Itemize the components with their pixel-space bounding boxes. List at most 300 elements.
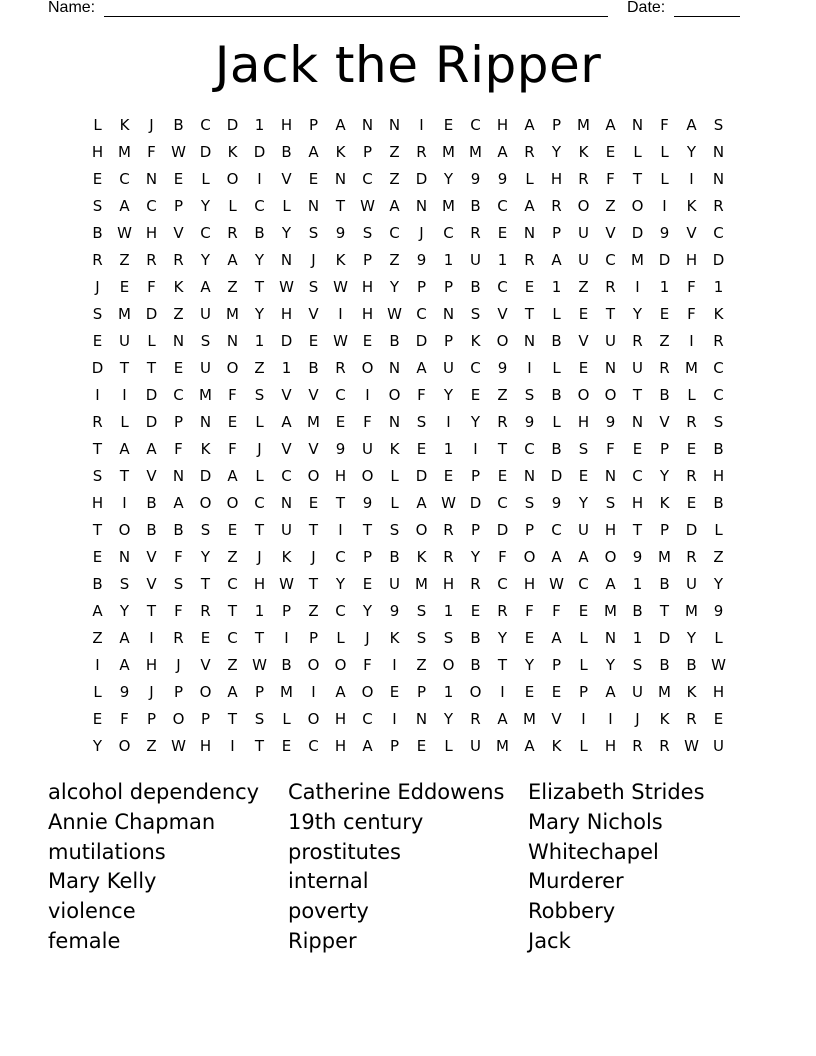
grid-letter[interactable]: R (686, 710, 697, 728)
grid-letter[interactable]: S (92, 467, 103, 485)
grid-letter[interactable]: Z (227, 656, 238, 674)
grid-letter[interactable]: W (252, 656, 267, 674)
grid-letter[interactable]: O (604, 548, 617, 566)
grid-letter[interactable]: V (686, 224, 697, 242)
grid-letter[interactable]: E (173, 359, 184, 377)
grid-letter[interactable]: I (122, 494, 127, 512)
grid-letter[interactable]: Y (686, 143, 697, 161)
grid-letter[interactable]: E (443, 116, 454, 134)
grid-letter[interactable]: T (254, 521, 265, 539)
grid-letter[interactable]: A (308, 143, 319, 161)
grid-letter[interactable]: I (230, 737, 235, 755)
grid-letter[interactable]: I (338, 305, 343, 323)
grid-letter[interactable]: E (308, 170, 319, 188)
grid-letter[interactable]: 9 (362, 494, 373, 512)
grid-letter[interactable]: Y (686, 629, 697, 647)
grid-letter[interactable]: O (577, 386, 590, 404)
grid-letter[interactable]: N (388, 359, 401, 377)
grid-letter[interactable]: L (660, 170, 669, 188)
grid-letter[interactable]: C (632, 467, 643, 485)
grid-letter[interactable]: D (685, 521, 698, 539)
grid-letter[interactable]: M (280, 683, 293, 701)
grid-letter[interactable]: C (713, 224, 724, 242)
grid-letter[interactable]: Y (200, 197, 211, 215)
grid-letter[interactable]: I (473, 440, 478, 458)
grid-letter[interactable]: C (254, 494, 265, 512)
grid-letter[interactable]: C (281, 467, 292, 485)
grid-letter[interactable]: O (226, 170, 239, 188)
grid-letter[interactable]: P (146, 710, 157, 728)
grid-letter[interactable]: C (335, 602, 346, 620)
grid-letter[interactable]: 9 (497, 359, 508, 377)
grid-letter[interactable]: U (389, 575, 400, 593)
grid-letter[interactable]: O (442, 656, 455, 674)
grid-letter[interactable]: H (604, 737, 617, 755)
grid-letter[interactable]: A (362, 737, 373, 755)
grid-letter[interactable]: E (119, 278, 130, 296)
grid-letter[interactable]: U (362, 440, 373, 458)
grid-letter[interactable]: B (146, 494, 157, 512)
grid-letter[interactable]: R (227, 224, 238, 242)
grid-letter[interactable]: I (689, 332, 694, 350)
grid-letter[interactable]: R (470, 710, 481, 728)
grid-letter[interactable]: Y (497, 629, 508, 647)
grid-letter[interactable]: H (685, 251, 698, 269)
grid-letter[interactable]: O (199, 494, 212, 512)
grid-letter[interactable]: Y (713, 575, 724, 593)
grid-letter[interactable]: J (149, 116, 154, 134)
grid-letter[interactable]: E (524, 629, 535, 647)
grid-letter[interactable]: V (308, 386, 319, 404)
grid-letter[interactable]: D (91, 359, 104, 377)
grid-letter[interactable]: O (388, 386, 401, 404)
grid-letter[interactable]: T (335, 197, 346, 215)
grid-letter[interactable]: U (632, 359, 643, 377)
grid-letter[interactable]: U (578, 224, 589, 242)
grid-letter[interactable]: T (146, 359, 157, 377)
grid-letter[interactable]: V (659, 413, 670, 431)
grid-letter[interactable]: J (149, 683, 154, 701)
grid-letter[interactable]: C (335, 386, 346, 404)
grid-letter[interactable]: U (200, 359, 211, 377)
grid-letter[interactable]: V (173, 224, 184, 242)
grid-letter[interactable]: H (334, 467, 347, 485)
grid-letter[interactable]: T (362, 521, 373, 539)
grid-letter[interactable]: Y (578, 494, 589, 512)
grid-letter[interactable]: M (442, 197, 455, 215)
grid-letter[interactable]: S (254, 386, 265, 404)
grid-letter[interactable]: J (365, 629, 370, 647)
grid-letter[interactable]: K (659, 710, 670, 728)
grid-letter[interactable]: B (659, 575, 670, 593)
grid-letter[interactable]: H (253, 575, 266, 593)
grid-letter[interactable]: I (581, 710, 586, 728)
grid-letter[interactable]: U (578, 251, 589, 269)
grid-letter[interactable]: 1 (443, 251, 454, 269)
grid-letter[interactable]: I (257, 170, 262, 188)
grid-letter[interactable]: W (711, 656, 726, 674)
grid-letter[interactable]: T (92, 440, 103, 458)
grid-letter[interactable]: 1 (632, 629, 643, 647)
grid-letter[interactable]: H (280, 305, 293, 323)
grid-letter[interactable]: H (523, 575, 536, 593)
grid-letter[interactable]: 1 (713, 278, 724, 296)
grid-letter[interactable]: P (659, 440, 670, 458)
grid-letter[interactable]: J (311, 251, 316, 269)
grid-letter[interactable]: C (119, 170, 130, 188)
grid-letter[interactable]: 9 (632, 548, 643, 566)
grid-letter[interactable]: N (604, 359, 617, 377)
grid-letter[interactable]: E (497, 467, 508, 485)
grid-letter[interactable]: Y (119, 602, 130, 620)
grid-letter[interactable]: L (444, 737, 453, 755)
grid-letter[interactable]: L (552, 305, 561, 323)
grid-letter[interactable]: C (227, 629, 238, 647)
grid-letter[interactable]: H (577, 413, 590, 431)
grid-letter[interactable]: 9 (335, 224, 346, 242)
grid-letter[interactable]: O (118, 737, 131, 755)
grid-letter[interactable]: N (415, 197, 428, 215)
grid-letter[interactable]: D (415, 332, 428, 350)
grid-letter[interactable]: L (525, 170, 534, 188)
grid-letter[interactable]: L (687, 386, 696, 404)
grid-letter[interactable]: Y (281, 224, 292, 242)
grid-letter[interactable]: L (336, 629, 345, 647)
grid-letter[interactable]: I (95, 656, 100, 674)
grid-letter[interactable]: H (712, 467, 725, 485)
grid-letter[interactable]: A (551, 251, 562, 269)
grid-letter[interactable]: S (200, 521, 211, 539)
grid-letter[interactable]: A (416, 494, 427, 512)
grid-letter[interactable]: R (686, 413, 697, 431)
grid-letter[interactable]: C (335, 548, 346, 566)
grid-letter[interactable]: T (227, 710, 238, 728)
grid-letter[interactable]: A (335, 116, 346, 134)
grid-letter[interactable]: H (91, 143, 104, 161)
grid-letter[interactable]: B (551, 386, 562, 404)
grid-letter[interactable]: F (498, 548, 507, 566)
grid-letter[interactable]: S (578, 440, 589, 458)
grid-letter[interactable]: L (579, 656, 588, 674)
grid-letter[interactable]: B (470, 656, 481, 674)
grid-letter[interactable]: C (227, 575, 238, 593)
grid-letter[interactable]: I (527, 359, 532, 377)
grid-letter[interactable]: U (470, 251, 481, 269)
grid-letter[interactable]: D (496, 521, 509, 539)
grid-letter[interactable]: T (146, 602, 157, 620)
grid-letter[interactable]: 1 (443, 440, 454, 458)
grid-letter[interactable]: O (577, 197, 590, 215)
grid-letter[interactable]: A (227, 251, 238, 269)
grid-letter[interactable]: B (659, 386, 670, 404)
grid-letter[interactable]: S (416, 413, 427, 431)
grid-letter[interactable]: I (392, 710, 397, 728)
grid-letter[interactable]: O (199, 683, 212, 701)
grid-letter[interactable]: V (146, 548, 157, 566)
grid-letter[interactable]: Y (659, 467, 670, 485)
grid-letter[interactable]: N (199, 413, 212, 431)
grid-letter[interactable]: B (551, 332, 562, 350)
grid-letter[interactable]: Y (470, 413, 481, 431)
grid-letter[interactable]: R (335, 359, 346, 377)
grid-letter[interactable]: P (308, 116, 319, 134)
grid-letter[interactable]: 1 (659, 278, 670, 296)
grid-letter[interactable]: U (119, 332, 130, 350)
grid-letter[interactable]: C (389, 224, 400, 242)
grid-letter[interactable]: T (254, 278, 265, 296)
grid-letter[interactable]: K (119, 116, 130, 134)
grid-letter[interactable]: P (173, 197, 184, 215)
grid-letter[interactable]: D (658, 251, 671, 269)
grid-letter[interactable]: O (307, 656, 320, 674)
grid-letter[interactable]: Z (659, 332, 670, 350)
grid-letter[interactable]: P (470, 521, 481, 539)
grid-letter[interactable]: P (551, 656, 562, 674)
grid-letter[interactable]: B (713, 494, 724, 512)
grid-letter[interactable]: O (415, 521, 428, 539)
grid-letter[interactable]: Z (416, 656, 427, 674)
grid-letter[interactable]: Z (146, 737, 157, 755)
grid-letter[interactable]: Y (443, 386, 454, 404)
grid-letter[interactable]: H (442, 575, 455, 593)
grid-letter[interactable]: L (255, 413, 264, 431)
grid-letter[interactable]: R (146, 251, 157, 269)
grid-letter[interactable]: 9 (497, 170, 508, 188)
grid-letter[interactable]: U (713, 737, 724, 755)
grid-letter[interactable]: Y (335, 575, 346, 593)
grid-letter[interactable]: R (632, 737, 643, 755)
grid-letter[interactable]: L (660, 143, 669, 161)
grid-letter[interactable]: P (281, 602, 292, 620)
grid-letter[interactable]: E (416, 737, 427, 755)
grid-letter[interactable]: R (632, 332, 643, 350)
grid-letter[interactable]: W (279, 278, 294, 296)
grid-letter[interactable]: S (524, 386, 535, 404)
grid-letter[interactable]: O (361, 359, 374, 377)
grid-letter[interactable]: R (551, 197, 562, 215)
grid-letter[interactable]: R (659, 359, 670, 377)
grid-letter[interactable]: V (551, 710, 562, 728)
grid-letter[interactable]: A (119, 629, 130, 647)
grid-letter[interactable]: N (415, 710, 428, 728)
grid-letter[interactable]: A (524, 116, 535, 134)
grid-letter[interactable]: D (550, 467, 563, 485)
grid-letter[interactable]: U (605, 332, 616, 350)
grid-letter[interactable]: E (632, 440, 643, 458)
grid-letter[interactable]: T (308, 575, 319, 593)
grid-letter[interactable]: K (335, 143, 346, 161)
grid-letter[interactable]: U (686, 575, 697, 593)
grid-letter[interactable]: E (92, 332, 103, 350)
grid-letter[interactable]: O (523, 548, 536, 566)
grid-letter[interactable]: R (524, 143, 535, 161)
grid-letter[interactable]: E (470, 602, 481, 620)
grid-letter[interactable]: W (549, 575, 564, 593)
grid-letter[interactable]: J (176, 656, 181, 674)
grid-letter[interactable]: W (387, 305, 402, 323)
grid-letter[interactable]: T (605, 305, 616, 323)
grid-letter[interactable]: W (279, 575, 294, 593)
grid-letter[interactable]: K (659, 494, 670, 512)
grid-letter[interactable]: N (361, 116, 374, 134)
grid-letter[interactable]: Z (92, 629, 103, 647)
grid-letter[interactable]: S (416, 602, 427, 620)
grid-letter[interactable]: C (173, 386, 184, 404)
grid-letter[interactable]: O (334, 656, 347, 674)
grid-letter[interactable]: R (443, 548, 454, 566)
grid-letter[interactable]: R (686, 548, 697, 566)
grid-letter[interactable]: I (95, 386, 100, 404)
grid-letter[interactable]: J (635, 710, 640, 728)
grid-letter[interactable]: C (578, 575, 589, 593)
grid-letter[interactable]: T (227, 602, 238, 620)
grid-letter[interactable]: N (631, 413, 644, 431)
grid-letter[interactable]: O (631, 197, 644, 215)
grid-letter[interactable]: E (524, 278, 535, 296)
grid-letter[interactable]: N (280, 494, 293, 512)
grid-letter[interactable]: N (172, 467, 185, 485)
grid-letter[interactable]: U (470, 737, 481, 755)
grid-letter[interactable]: M (658, 548, 671, 566)
grid-letter[interactable]: K (227, 143, 238, 161)
grid-letter[interactable]: C (605, 251, 616, 269)
grid-letter[interactable]: P (416, 278, 427, 296)
grid-letter[interactable]: T (200, 575, 211, 593)
grid-letter[interactable]: I (311, 683, 316, 701)
grid-letter[interactable]: K (551, 737, 562, 755)
grid-letter[interactable]: P (308, 629, 319, 647)
grid-letter[interactable]: H (145, 656, 158, 674)
grid-letter[interactable]: S (524, 494, 535, 512)
grid-letter[interactable]: P (524, 521, 535, 539)
grid-letter[interactable]: 1 (254, 332, 265, 350)
grid-letter[interactable]: F (606, 440, 615, 458)
grid-letter[interactable]: V (605, 224, 616, 242)
grid-letter[interactable]: 1 (254, 602, 265, 620)
grid-letter[interactable]: T (254, 737, 265, 755)
grid-letter[interactable]: M (631, 251, 644, 269)
grid-letter[interactable]: F (687, 305, 696, 323)
grid-letter[interactable]: 9 (416, 251, 427, 269)
grid-letter[interactable]: A (578, 548, 589, 566)
grid-letter[interactable]: V (200, 656, 211, 674)
grid-letter[interactable]: Y (470, 548, 481, 566)
grid-letter[interactable]: E (92, 170, 103, 188)
grid-letter[interactable]: D (631, 224, 644, 242)
grid-letter[interactable]: R (578, 170, 589, 188)
grid-letter[interactable]: F (147, 278, 156, 296)
grid-letter[interactable]: 9 (389, 602, 400, 620)
grid-letter[interactable]: S (119, 575, 130, 593)
grid-letter[interactable]: T (92, 521, 103, 539)
grid-letter[interactable]: E (227, 521, 238, 539)
grid-letter[interactable]: E (92, 548, 103, 566)
grid-letter[interactable]: N (226, 332, 239, 350)
grid-letter[interactable]: C (416, 305, 427, 323)
grid-letter[interactable]: A (605, 683, 616, 701)
grid-letter[interactable]: Z (605, 197, 616, 215)
grid-letter[interactable]: Y (443, 170, 454, 188)
grid-letter[interactable]: V (281, 170, 292, 188)
grid-letter[interactable]: I (662, 197, 667, 215)
grid-letter[interactable]: M (658, 683, 671, 701)
grid-letter[interactable]: U (578, 521, 589, 539)
grid-letter[interactable]: F (174, 548, 183, 566)
grid-letter[interactable]: I (365, 386, 370, 404)
grid-letter[interactable]: Y (443, 710, 454, 728)
grid-letter[interactable]: R (659, 737, 670, 755)
grid-letter[interactable]: H (631, 494, 644, 512)
grid-letter[interactable]: A (551, 548, 562, 566)
grid-letter[interactable]: E (416, 440, 427, 458)
grid-letter[interactable]: P (173, 683, 184, 701)
grid-letter[interactable]: I (284, 629, 289, 647)
grid-letter[interactable]: V (146, 575, 157, 593)
grid-letter[interactable]: N (172, 332, 185, 350)
grid-letter[interactable]: A (524, 737, 535, 755)
grid-letter[interactable]: H (361, 278, 374, 296)
grid-letter[interactable]: D (712, 251, 725, 269)
grid-letter[interactable]: C (524, 440, 535, 458)
grid-letter[interactable]: O (361, 683, 374, 701)
grid-letter[interactable]: K (470, 332, 481, 350)
grid-letter[interactable]: E (605, 143, 616, 161)
grid-letter[interactable]: K (335, 251, 346, 269)
grid-letter[interactable]: S (713, 116, 724, 134)
grid-letter[interactable]: K (713, 305, 724, 323)
grid-letter[interactable]: Y (254, 305, 265, 323)
grid-letter[interactable]: J (419, 224, 424, 242)
grid-letter[interactable]: W (441, 494, 456, 512)
grid-letter[interactable]: N (604, 629, 617, 647)
grid-letter[interactable]: V (281, 440, 292, 458)
grid-letter[interactable]: B (173, 521, 184, 539)
grid-letter[interactable]: P (578, 683, 589, 701)
grid-letter[interactable]: U (632, 683, 643, 701)
grid-letter[interactable]: N (145, 170, 158, 188)
grid-letter[interactable]: Z (578, 278, 589, 296)
grid-letter[interactable]: M (523, 710, 536, 728)
grid-letter[interactable]: F (228, 386, 237, 404)
grid-letter[interactable]: L (552, 413, 561, 431)
grid-letter[interactable]: D (199, 143, 212, 161)
grid-letter[interactable]: 9 (659, 224, 670, 242)
grid-letter[interactable]: O (469, 683, 482, 701)
grid-letter[interactable]: B (389, 548, 400, 566)
grid-letter[interactable]: R (497, 602, 508, 620)
grid-letter[interactable]: A (524, 197, 535, 215)
grid-letter[interactable]: L (633, 143, 642, 161)
grid-letter[interactable]: F (363, 413, 372, 431)
grid-letter[interactable]: E (362, 575, 373, 593)
grid-letter[interactable]: N (523, 332, 536, 350)
grid-letter[interactable]: R (524, 251, 535, 269)
grid-letter[interactable]: E (389, 683, 400, 701)
grid-letter[interactable]: I (419, 116, 424, 134)
grid-letter[interactable]: P (416, 683, 427, 701)
grid-letter[interactable]: H (550, 170, 563, 188)
grid-letter[interactable]: D (658, 629, 671, 647)
grid-letter[interactable]: R (416, 143, 427, 161)
grid-letter[interactable]: Z (254, 359, 265, 377)
grid-letter[interactable]: B (551, 440, 562, 458)
grid-letter[interactable]: J (257, 440, 262, 458)
grid-letter[interactable]: L (714, 521, 723, 539)
grid-letter[interactable]: U (200, 305, 211, 323)
grid-letter[interactable]: K (416, 548, 427, 566)
grid-letter[interactable]: Y (605, 656, 616, 674)
grid-letter[interactable]: F (525, 602, 534, 620)
